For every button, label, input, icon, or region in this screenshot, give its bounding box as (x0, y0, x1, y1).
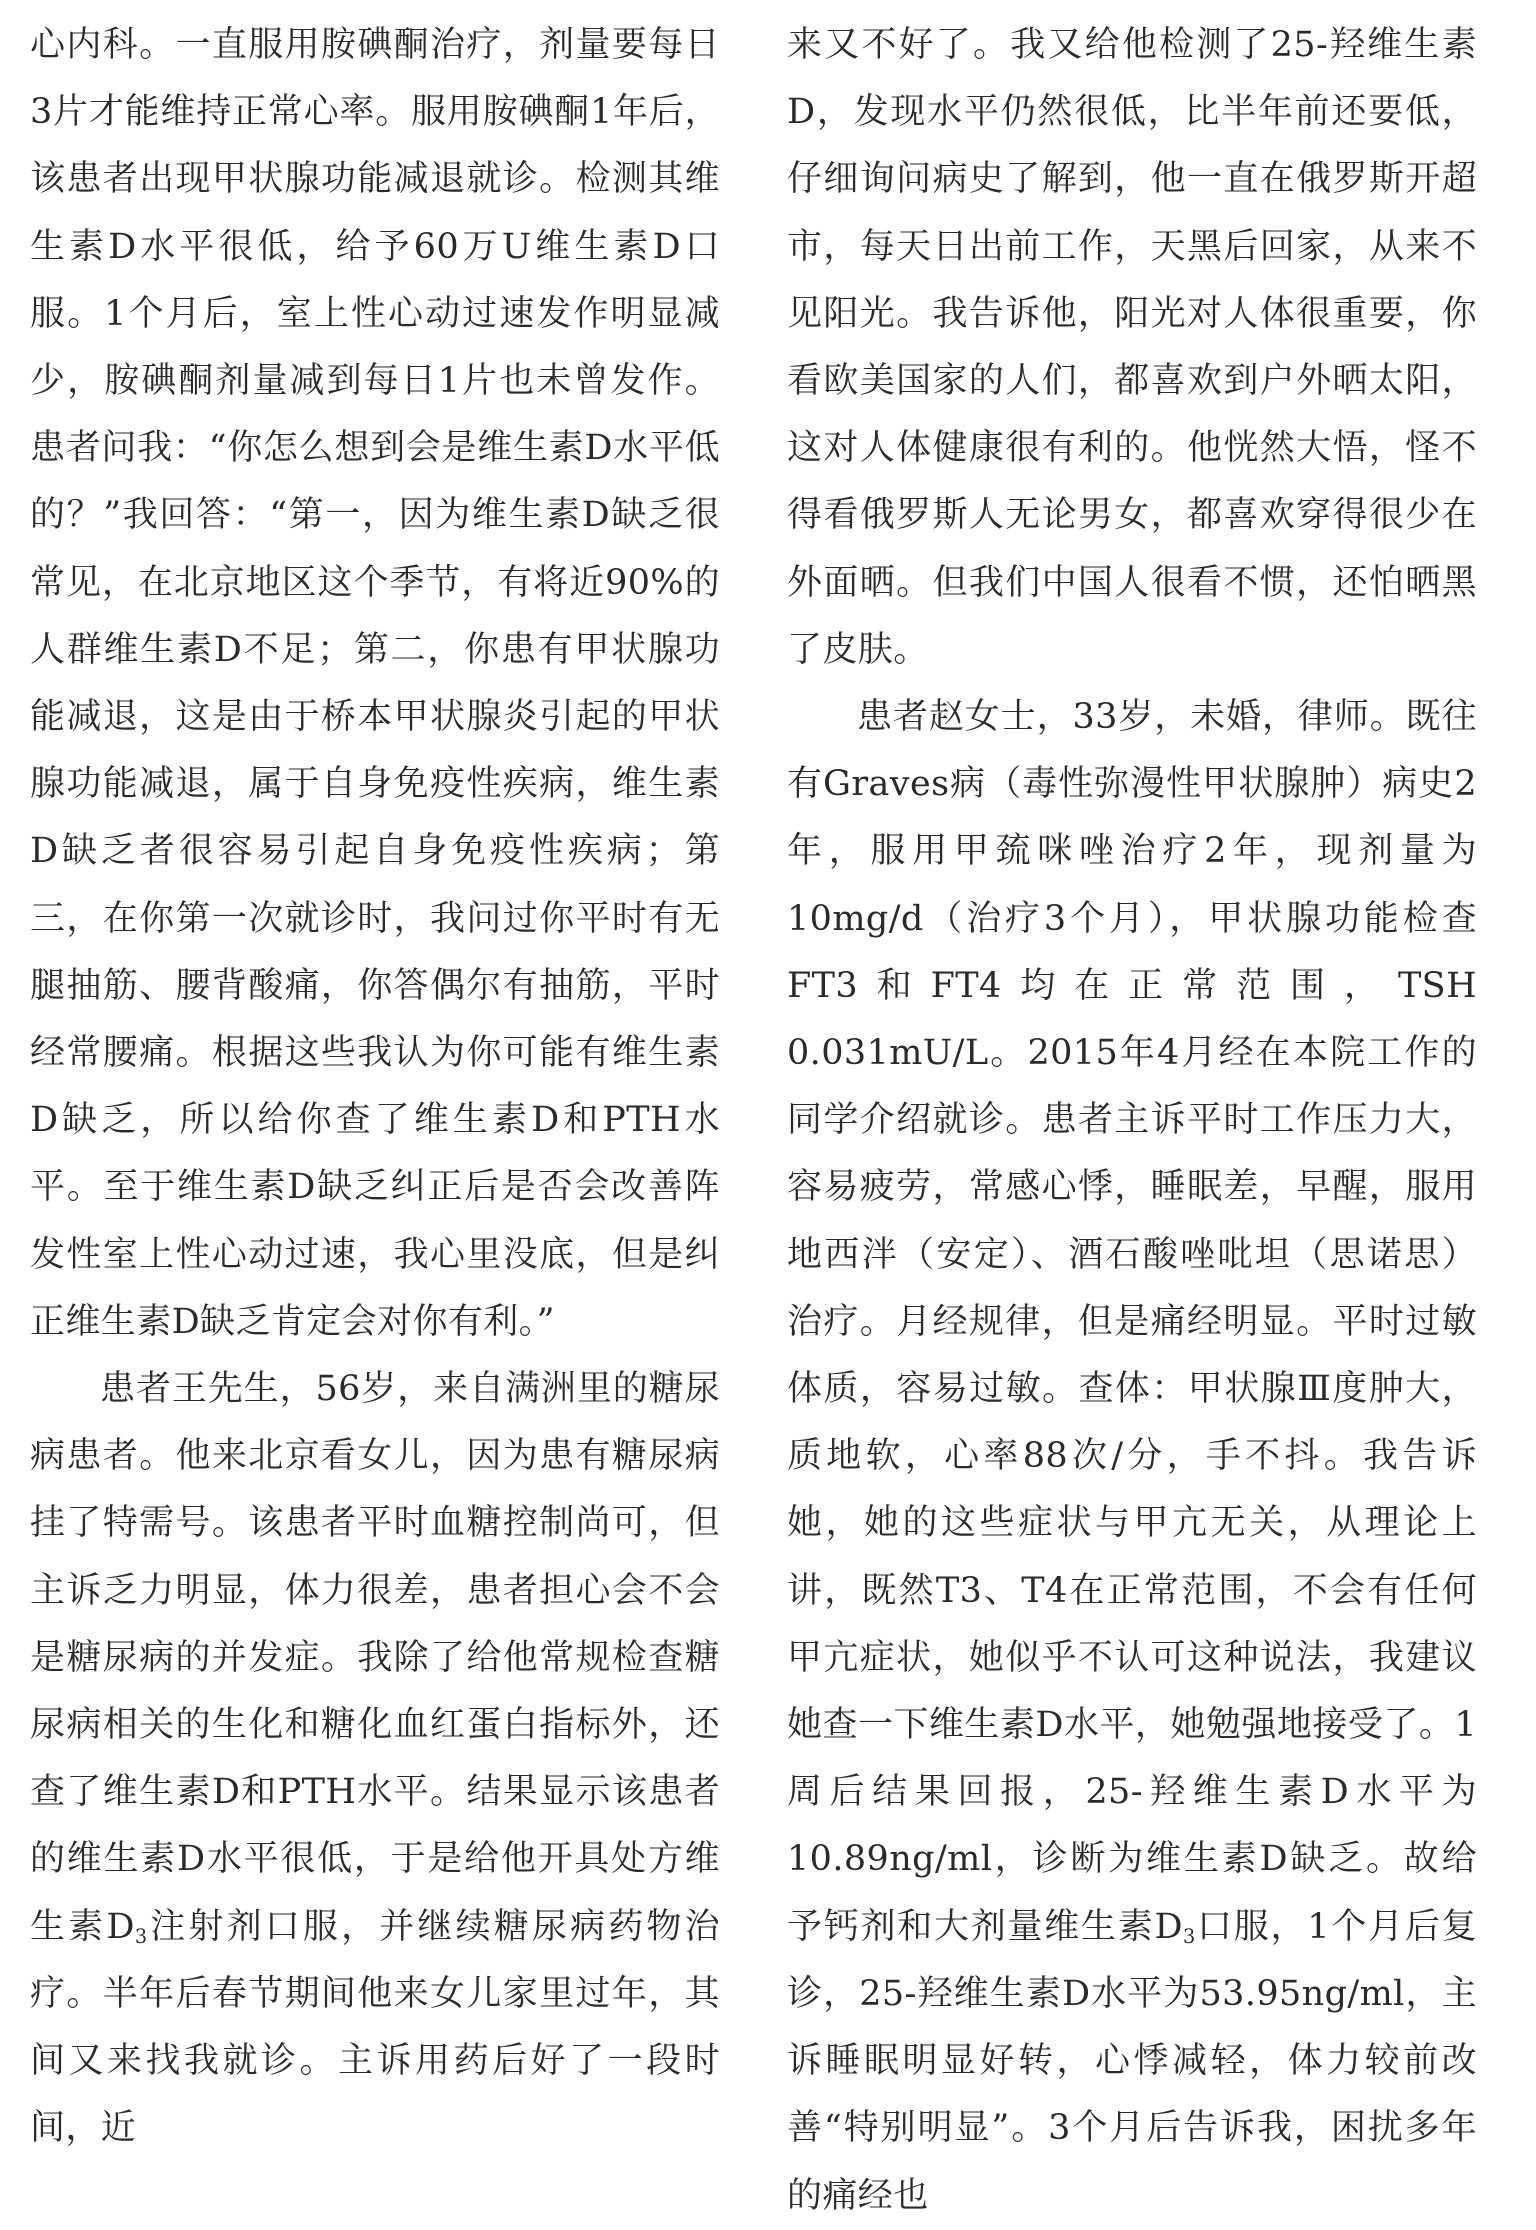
left-paragraph-1: 心内科。一直服用胺碘酮治疗，剂量要每日3片才能维持正常心率。服用胺碘酮1年后，该患者出现甲状腺功能减退就诊。检测其维生素D水平很低，给予60万U维生素D口服。1个月后，室上性心动过速发作明显减少，胺碘酮剂量减到每日1片也未曾发作。患者问我：“你怎么想到会是维生素D水平低的？”我回答：“第一，因为维生素D缺乏很常见，在北京地区这个季节，有将近90%的人群维生素D不足；第二，你患有甲状腺功能减退，这是由于桥本甲状腺炎引起的甲状腺功能减退，属于自身免疫性疾病，维生素D缺乏者很容易引起自身免疫性疾病；第三，在你第一次就诊时，我问过你平时有无腿抽筋、腰背酸痛，你答偶尔有抽筋，平时经常腰痛。根据这些我认为你可能有维生素D缺乏，所以给你查了维生素D和PTH水平。至于维生素D缺乏纠正后是否会改善阵发性室上性心动过速，我心里没底，但是纠正维生素D缺乏肯定会对你有利。” (30, 25, 720, 1342)
left-paragraph-2-text-b: 注射剂口服，并继续糖尿病药物治疗。半年后春节期间他来女儿家里过年，其间又来找我就诊。主诉用药后好了一段时间，近 (30, 1906, 720, 2149)
right-paragraph-2-text-b: 口服，1个月后复诊，25-羟维生素D水平为53.95ng/ml，主诉睡眠明显好转，心悸减轻，体力较前改善“特别明显”。3个月后告诉我，困扰多年的痛经也 (787, 1906, 1478, 2216)
left-paragraph-2-text-a: 患者王先生，56岁，来自满洲里的糖尿病患者。他来北京看女儿，因为患有糖尿病挂了特需号。该患者平时血糖控制尚可，但主诉乏力明显，体力很差，患者担心会不会是糖尿病的并发症。我除了给他常规检查糖尿病相关的生化和糖化血红蛋白指标外，还查了维生素D和PTH水平。结果显示该患者的维生素D水平很低，于是给他开具处方维生素D (30, 1369, 720, 1947)
right-paragraph-2-text-a: 患者赵女士，33岁，未婚，律师。既往有Graves病（毒性弥漫性甲状腺肿）病史2年，服用甲巯咪唑治疗2年，现剂量为10mg/d（治疗3个月），甲状腺功能检查FT3和FT4均在正常范围，TSH 0.031mU/L。2015年4月经在本院工作的同学介绍就诊。患者主诉平时工作压力大，容易疲劳，常感心悸，睡眠差，早醒，服用地西泮（安定）、酒石酸唑吡坦（思诺思）治疗。月经规律，但是痛经明显。平时过敏体质，容易过敏。查体：甲状腺Ⅲ度肿大，质地软，心率88次/分，手不抖。我告诉她，她的这些症状与甲亢无关，从理论上讲，既然T3、T4在正常范围，不会有任何甲亢症状，她似乎不认可这种说法，我建议她查一下维生素D水平，她勉强地接受了。1周后结果回报，25-羟维生素D水平为10.89ng/ml，诊断为维生素D缺乏。故给予钙剂和大剂量维生素D (787, 697, 1477, 1947)
right-paragraph-2 (787, 684, 1477, 2230)
right-paragraph-1: 来又不好了。我又给他检测了25-羟维生素D，发现水平仍然很低，比半年前还要低，仔细询问病史了解到，他一直在俄罗斯开超市，每天日出前工作，天黑后回家，从来不见阳光。我告诉他，阳光对人体很重要，你看欧美国家的人们，都喜欢到户外晒太阳，这对人体健康很有利的。他恍然大悟，怪不得看俄罗斯人无论男女，都喜欢穿得很少在外面晒。但我们中国人很看不惯，还怕晒黑了皮肤。 (787, 25, 1477, 670)
left-text-column (30, 12, 720, 2163)
vitamin-d3-subscript: 3 (134, 1924, 148, 1948)
vitamin-d3-subscript: 3 (1183, 1924, 1196, 1948)
left-paragraph-2 (30, 1356, 720, 2162)
right-text-column (787, 12, 1477, 2230)
